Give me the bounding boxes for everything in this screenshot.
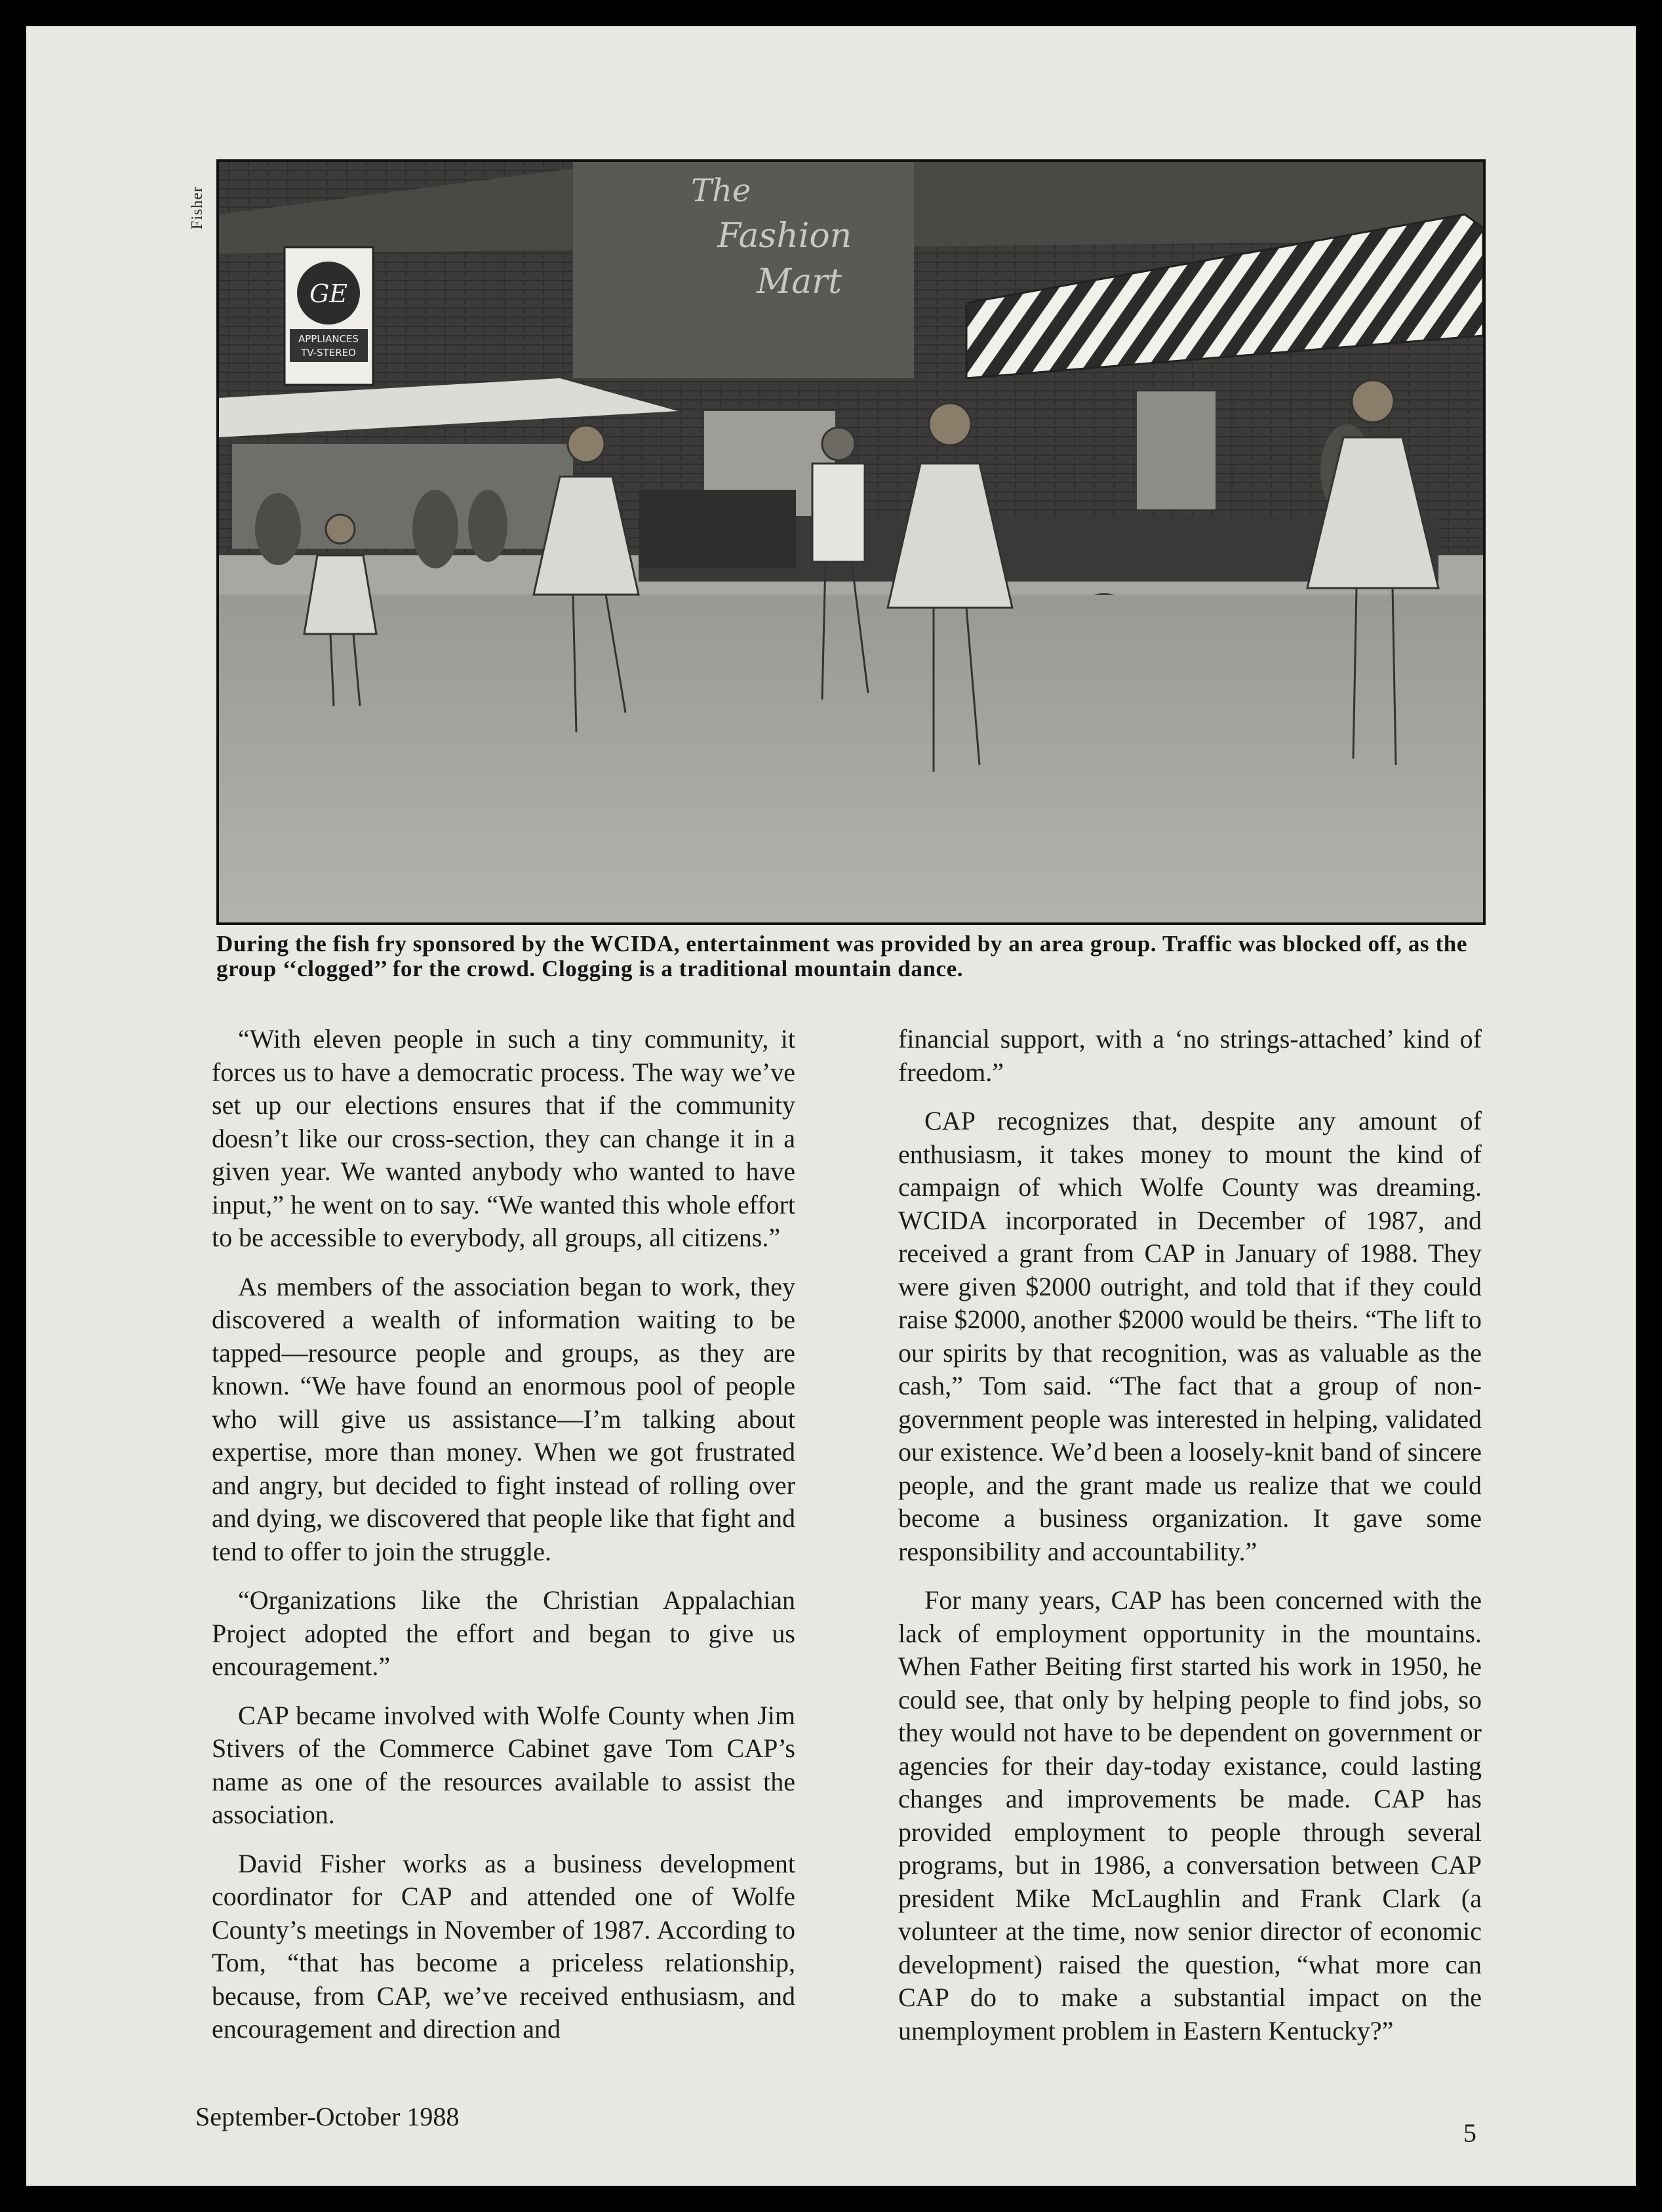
left-paragraph: As members of the association began to work, they discovered a wealth of information waiting to be tapped—resource people and groups, as they are known. “We have found an enormous pool of people who will give us assistance—I’m talking about expertise, more than money. When we got frustrated and angry, but decided to fight instead of rolling over and dying, we discovered that people like that fight and tend to offer to join the struggle. bbox=[212, 1271, 795, 1566]
left-paragraph: “With eleven people in such a tiny community, it forces us to have a democratic process. The way we’ve set up our elections ensures that if the community doesn’t like our cross-section, they can change it in a given year. We wanted anybody who wanted to have input,” he went on to say. “We wanted this whole effort to be accessible to everybody, all groups, all citizens.” bbox=[212, 1024, 795, 1252]
photo-caption: During the fish fry sponsored by the WCIDA, entertainment was provided by an area group. Traffic was blocked off, as the group ‘‘clogged’’ for the crowd. Clogging is a traditional mountain dance. bbox=[216, 931, 1467, 981]
left-text-column bbox=[212, 1023, 795, 2062]
right-text-column bbox=[898, 1023, 1482, 2063]
right-paragraph: For many years, CAP has been concerned with the lack of employment opportunity in the mountains. When Father Beiting first started his work in 1950, he could see, that only by helping people to find jobs, so they would not have to be dependent on government or agencies for their day-today existance, could lasting changes and improvements be made. CAP has provided employment to people through several programs, but in 1986, a conversation between CAP president Mike McLaughlin and Frank Clark (a volunteer at the time, now senior director of economic development) raised the question, “what more can CAP do to make a substantial impact on the unemployment problem in Eastern Kentucky?” bbox=[898, 1585, 1482, 2045]
ge-sign-line-1: APPLIANCES bbox=[298, 333, 359, 345]
right-paragraph: CAP recognizes that, despite any amount of enthusiasm, it takes money to mount the kind of campaign of which Wolfe County was dreaming. WCIDA incorporated in December of 1987, and received a grant from CAP in January of 1988. They were given $2000 outright, and told that if they could raise $2000, another $2000 would be theirs. “The lift to our spirits by that recognition, was as valuable as the cash,” Tom said. “The fact that a group of non-government people was interested in helping, validated our existence. We’d been a loosely-knit band of sincere people, and the grant made us realize that we could become a business organization. It gave some responsibility and accountability.” bbox=[898, 1106, 1482, 1566]
photo-credit: Fisher bbox=[189, 186, 206, 229]
ge-sign-line-2: TV-STEREO bbox=[301, 347, 356, 359]
photo-illustration bbox=[219, 162, 1483, 922]
storefront-sign-line-2: Fashion bbox=[717, 216, 852, 256]
storefront-sign-line-3: Mart bbox=[757, 262, 842, 302]
street-dance-photo bbox=[216, 159, 1486, 925]
right-paragraph: financial support, with a ‘no strings-attached’ kind of freedom.” bbox=[898, 1024, 1482, 1087]
left-paragraph: David Fisher works as a business development coordinator for CAP and attended one of Wolfe County’s meetings in November of 1987. According to Tom, “that has become a priceless relationship, because, from CAP, we’ve received enthusiasm, and encouragement and direction and bbox=[212, 1848, 795, 2044]
page-number: 5 bbox=[1463, 2118, 1476, 2148]
storefront-sign-line-1: The bbox=[691, 172, 751, 209]
left-paragraph: “Organizations like the Christian Appalachian Project adopted the effort and began to give us encouragement.” bbox=[212, 1585, 795, 1681]
ge-logo-text: GE bbox=[309, 279, 348, 308]
ge-sign bbox=[285, 247, 373, 385]
issue-date: September-October 1988 bbox=[195, 2102, 460, 2131]
left-paragraph: CAP became involved with Wolfe County when Jim Stivers of the Commerce Cabinet gave Tom CAP’s name as one of the resources available to assist the association. bbox=[212, 1700, 795, 1829]
magazine-page bbox=[26, 26, 1636, 2186]
